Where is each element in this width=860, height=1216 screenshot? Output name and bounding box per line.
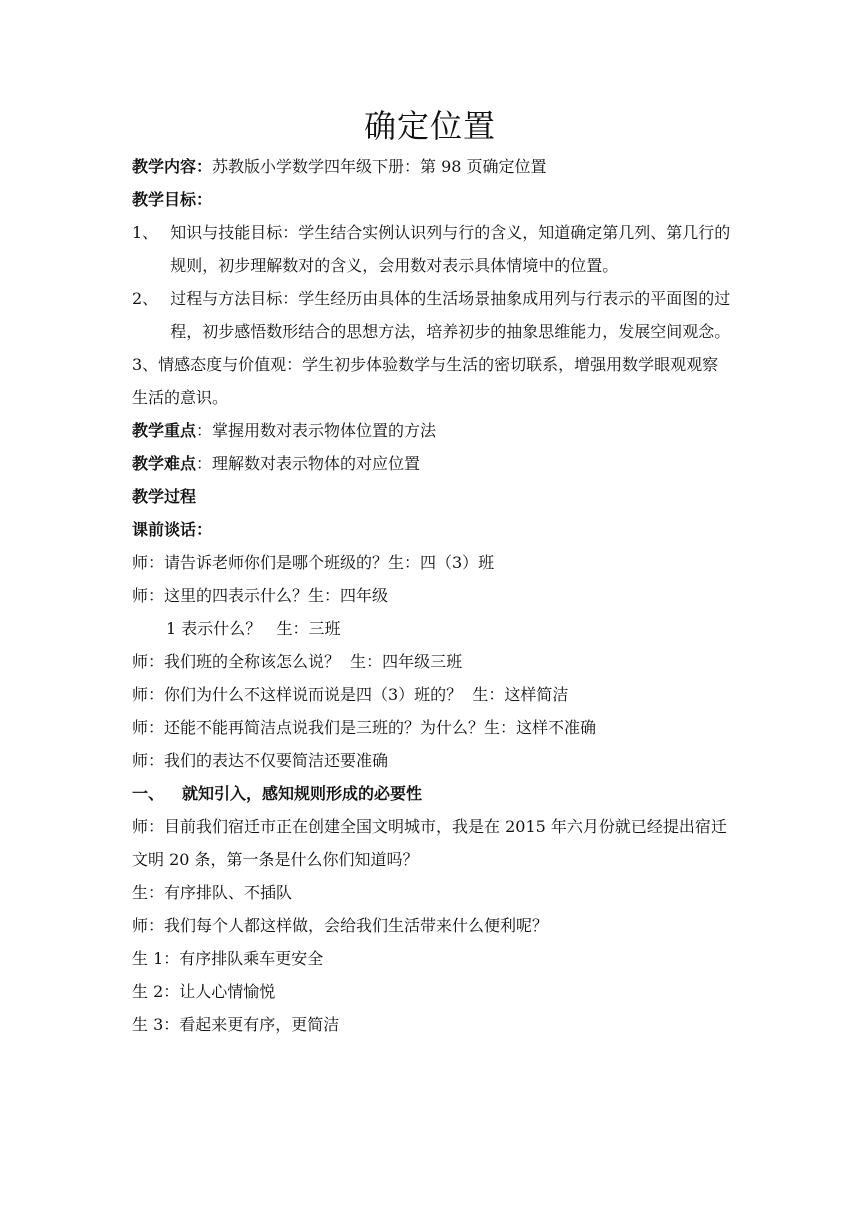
dialog-line: 师：我们每个人都这样做，会给我们生活带来什么便利呢？ bbox=[132, 916, 549, 935]
document-body bbox=[132, 150, 732, 1041]
key-point-text: ：掌握用数对表示物体位置的方法 bbox=[196, 421, 437, 440]
section-number: 一、 bbox=[132, 784, 165, 803]
difficulty-text: ：理解数对表示物体的对应位置 bbox=[196, 454, 421, 473]
teaching-goals-heading: 教学目标： bbox=[132, 190, 213, 209]
page-title: 确定位置 bbox=[363, 107, 496, 145]
teaching-content-line bbox=[132, 150, 732, 183]
teaching-content-label: 教学内容： bbox=[132, 157, 213, 176]
goal-number: 1、 bbox=[132, 223, 159, 242]
goal-number: 2、 bbox=[132, 289, 159, 308]
goal-text: 过程与方法目标：学生经历由具体的生活场景抽象成用列与行表示的平面图的过程，初步感悟数形结合的思想方法，培养初步的抽象思维能力，发展空间观念。 bbox=[170, 289, 731, 341]
dialog-line: 师：还能不能再简洁点说我们是三班的？为什么？生：这样不准确 bbox=[132, 718, 597, 737]
goal-item-3: 3、情感态度与价值观：学生初步体验数学与生活的密切联系，增强用数学眼观观察生活的意识。 bbox=[132, 355, 719, 407]
goal-item-2 bbox=[132, 282, 732, 348]
section-title: 就知引入，感知规则形成的必要性 bbox=[182, 784, 423, 803]
key-point-label: 教学重点 bbox=[132, 421, 197, 440]
process-heading: 教学过程 bbox=[132, 487, 197, 506]
key-point-line bbox=[132, 414, 732, 447]
dialog-line: 生：有序排队、不插队 bbox=[132, 883, 293, 902]
goal-text: 知识与技能目标：学生结合实例认识列与行的含义，知道确定第几列、第几行的规则，初步理解数对的含义，会用数对表示具体情境中的位置。 bbox=[170, 223, 731, 275]
dialog-line: 1 表示什么？ 生：三班 bbox=[166, 619, 341, 638]
pre-class-talk-heading: 课前谈话： bbox=[132, 520, 213, 539]
section-1-paragraph: 师：目前我们宿迁市正在创建全国文明城市，我是在 2015 年六月份就已经提出宿迁文明 20 条，第一条是什么你们知道吗？ bbox=[132, 817, 727, 869]
dialog-line: 师：我们班的全称该怎么说？ 生：四年级三班 bbox=[132, 652, 463, 671]
dialog-line: 师：我们的表达不仅要简洁还要准确 bbox=[132, 751, 389, 770]
dialog-line: 师：这里的四表示什么？生：四年级 bbox=[132, 586, 389, 605]
dialog-line: 生 3：看起来更有序，更简洁 bbox=[132, 1015, 340, 1034]
dialog-line: 师：你们为什么不这样说而说是四（3）班的？ 生：这样简洁 bbox=[132, 685, 569, 704]
goal-item-1 bbox=[132, 216, 732, 282]
teaching-content-text: 苏教版小学数学四年级下册：第 98 页确定位置 bbox=[212, 157, 547, 176]
section-1-heading bbox=[132, 777, 732, 810]
dialog-line: 生 1：有序排队乘车更安全 bbox=[132, 949, 324, 968]
dialog-line: 师：请告诉老师你们是哪个班级的？生：四（3）班 bbox=[132, 553, 495, 572]
difficulty-line bbox=[132, 447, 732, 480]
difficulty-label: 教学难点 bbox=[132, 454, 197, 473]
dialog-line: 生 2：让人心情愉悦 bbox=[132, 982, 276, 1001]
